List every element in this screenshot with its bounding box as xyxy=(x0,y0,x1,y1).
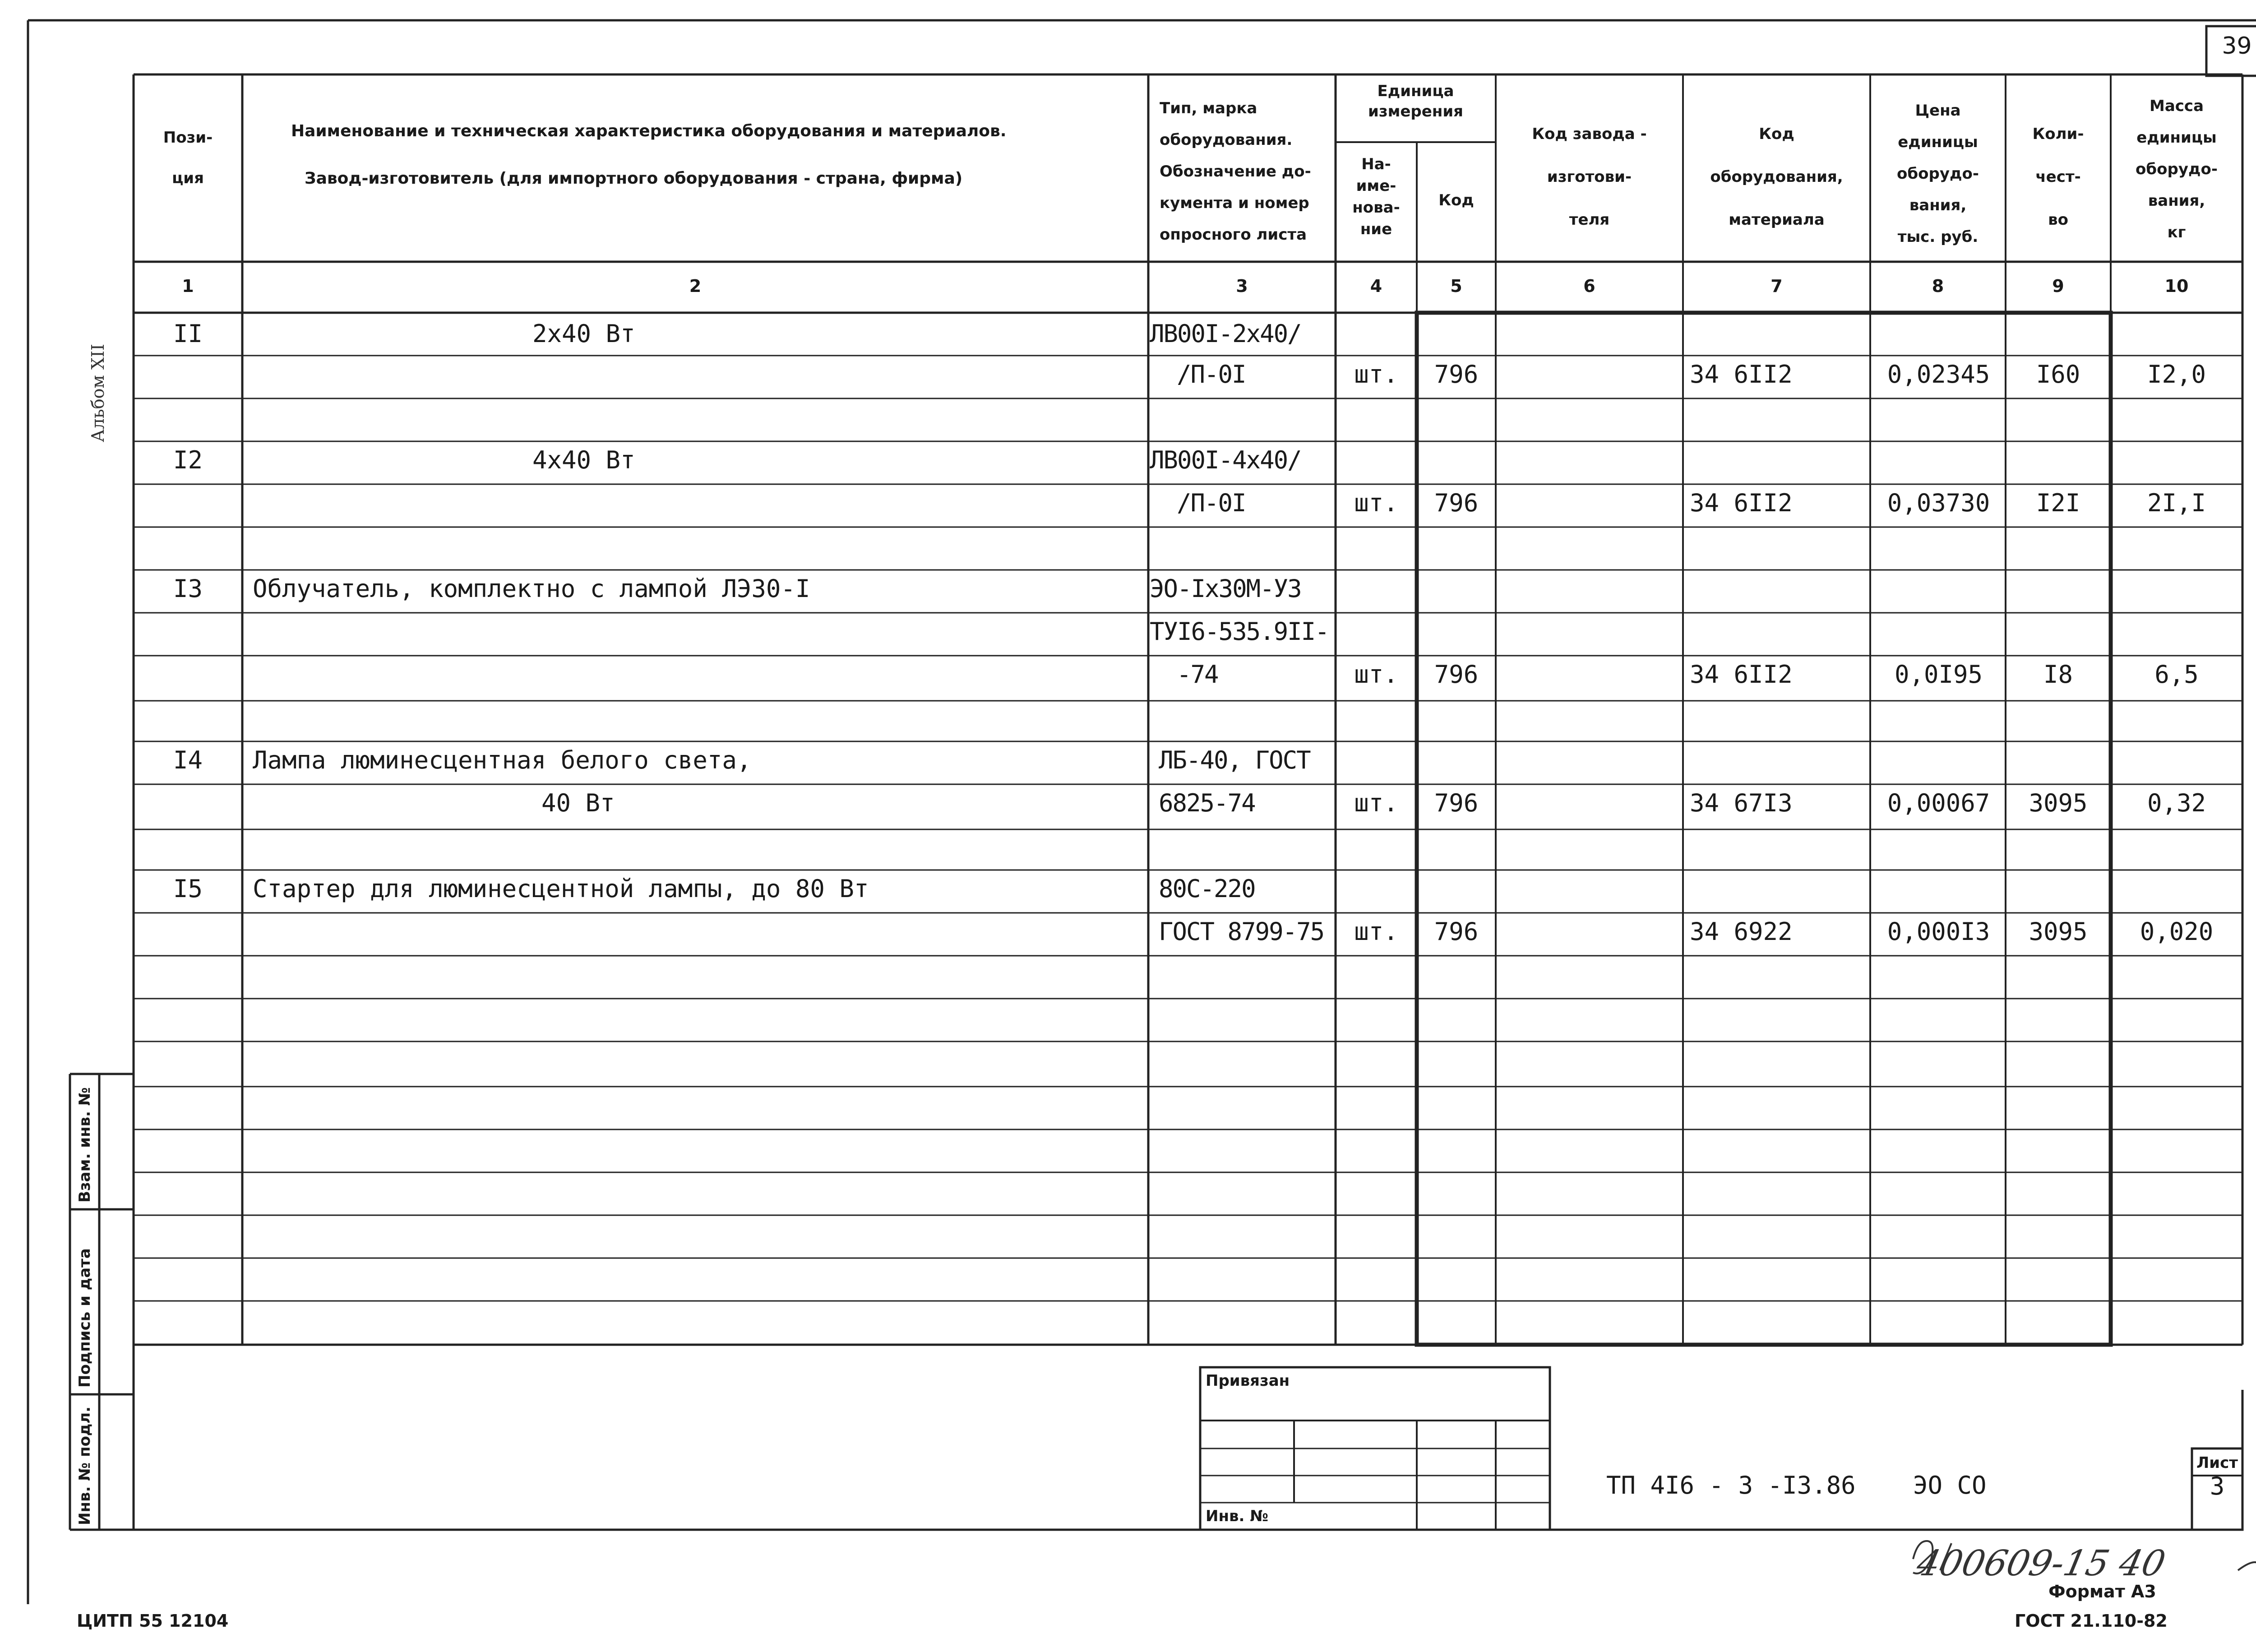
cell-equipment-code: 34 67I3 xyxy=(1690,789,1793,817)
cell-name: Лампа люминесцентная белого света, xyxy=(253,746,752,774)
cell-name: 4x40 Вт xyxy=(532,446,635,474)
cell-name: Стартер для люминесцентной лампы, до 80 Вт xyxy=(253,875,869,903)
cell-quantity: I8 xyxy=(2043,660,2073,689)
side-stamp-podpis: Подпись и дата xyxy=(76,1248,94,1388)
cell-position: I3 xyxy=(173,574,203,603)
header-unit-name: На- име- нова- ние xyxy=(1352,155,1400,238)
header-name-line2: Завод-изготовитель (для импортного оборудования - страна, фирма) xyxy=(305,169,963,188)
header-mass: Масса единицы оборудо- вания, кг xyxy=(2136,97,2218,241)
col-number: 6 xyxy=(1583,276,1595,296)
cell-unit: шт. xyxy=(1354,789,1398,817)
cell-mass: 6,5 xyxy=(2154,660,2199,689)
col-number: 9 xyxy=(2052,276,2064,296)
album-side-label: Альбом XII xyxy=(88,343,108,442)
cell-unit-code: 796 xyxy=(1434,360,1479,389)
stamp-section: ЭО СО xyxy=(1913,1471,1987,1499)
cell-price: 0,00067 xyxy=(1887,789,1990,817)
cell-mass: 0,020 xyxy=(2140,917,2214,946)
cell-type: ТУI6-535.9II- xyxy=(1150,617,1329,646)
cell-unit-code: 796 xyxy=(1434,917,1479,946)
stamp-designation: ТП 4I6 - 3 -I3.86 xyxy=(1606,1471,1856,1499)
cell-equipment-code: 34 6II2 xyxy=(1690,660,1793,689)
cell-type: /П-0I xyxy=(1177,489,1246,517)
header-type: Тип, марка оборудования. Обозначение до- кумента и номер опросного листа xyxy=(1160,99,1311,244)
cell-unit-code: 796 xyxy=(1434,660,1479,689)
header-factory-code: Код завода - изготови- теля xyxy=(1532,125,1647,229)
cell-quantity: 3095 xyxy=(2029,789,2088,817)
cell-position: I4 xyxy=(173,746,203,774)
header-unit-code: Код xyxy=(1438,191,1474,209)
footer-right-standard: ГОСТ 21.110-82 xyxy=(2015,1611,2168,1631)
cell-price: 0,0I95 xyxy=(1894,660,1983,689)
footer-left-code: ЦИТП 55 12104 xyxy=(77,1611,229,1631)
cell-type: ЛВ00I-4х40/ xyxy=(1150,446,1301,474)
header-price: Цена единицы оборудо- вания, тыс. руб. xyxy=(1897,102,1979,246)
cell-mass: I2,0 xyxy=(2147,360,2206,389)
cell-type: ЛБ-40, ГОСТ xyxy=(1159,746,1310,774)
col-number: 2 xyxy=(689,276,702,296)
cell-unit-code: 796 xyxy=(1434,489,1479,517)
stamp-inv-no: Инв. № xyxy=(1206,1507,1269,1525)
side-stamp-inv-podl: Инв. № подл. xyxy=(76,1406,94,1525)
cell-type: ГОСТ 8799-75 xyxy=(1159,917,1324,946)
stamp-sheet-number: 3 xyxy=(2210,1472,2225,1500)
cell-unit: шт. xyxy=(1354,917,1398,946)
cell-price: 0,000I3 xyxy=(1887,917,1990,946)
cell-position: II xyxy=(173,319,203,348)
header-name-line1: Наименование и техническая характеристика оборудования и материалов. xyxy=(291,122,1007,140)
col-number: 1 xyxy=(182,276,194,296)
cell-type: 6825-74 xyxy=(1159,789,1255,817)
cell-mass: 0,32 xyxy=(2147,789,2206,817)
handwritten-note-text: 400609-15 40 xyxy=(1913,1543,2169,1584)
cell-equipment-code: 34 6922 xyxy=(1690,917,1793,946)
stamp-sheet-label: Лист xyxy=(2196,1454,2238,1472)
cell-type: -74 xyxy=(1177,660,1218,689)
cell-position: I5 xyxy=(173,875,203,903)
cell-price: 0,03730 xyxy=(1887,489,1990,517)
header-equipment-code: Код оборудования, материала xyxy=(1710,125,1843,229)
header-unit-group: Единица измерения xyxy=(1368,82,1463,120)
cell-type: ЭО-Iх30М-УЗ xyxy=(1150,574,1301,603)
cell-position: I2 xyxy=(173,446,203,474)
cell-price: 0,02345 xyxy=(1887,360,1990,389)
cell-unit: шт. xyxy=(1354,489,1398,517)
cell-unit: шт. xyxy=(1354,360,1398,389)
header-position: Пози- ция xyxy=(163,129,213,187)
cell-unit-code: 796 xyxy=(1434,789,1479,817)
col-number: 3 xyxy=(1236,276,1248,296)
cell-equipment-code: 34 6II2 xyxy=(1690,489,1793,517)
cell-mass: 2I,I xyxy=(2147,489,2206,517)
page-number: 39 xyxy=(2222,32,2252,60)
header-quantity: Коли- чест- во xyxy=(2032,125,2084,229)
cell-name: 2x40 Вт xyxy=(532,319,635,348)
col-number: 4 xyxy=(1370,276,1382,296)
col-number: 7 xyxy=(1771,276,1783,296)
col-number: 10 xyxy=(2164,276,2189,296)
cell-quantity: I2I xyxy=(2036,489,2080,517)
col-number: 8 xyxy=(1932,276,1944,296)
stamp-privyazan: Привязан xyxy=(1206,1372,1290,1390)
cell-quantity: 3095 xyxy=(2029,917,2088,946)
col-number: 5 xyxy=(1450,276,1462,296)
cell-quantity: I60 xyxy=(2036,360,2080,389)
format-label: Формат А3 xyxy=(2048,1582,2156,1601)
cell-type: /П-0I xyxy=(1177,360,1246,389)
side-stamp-vzam: Взам. инв. № xyxy=(76,1087,94,1203)
cell-unit: шт. xyxy=(1354,660,1398,689)
cell-type: 80С-220 xyxy=(1159,875,1255,903)
cell-equipment-code: 34 6II2 xyxy=(1690,360,1793,389)
cell-name: 40 Вт xyxy=(541,789,615,817)
cell-type: ЛВ00I-2х40/ xyxy=(1150,319,1301,348)
cell-name: Облучатель, комплектно с лампой ЛЭ30-I xyxy=(253,574,810,603)
